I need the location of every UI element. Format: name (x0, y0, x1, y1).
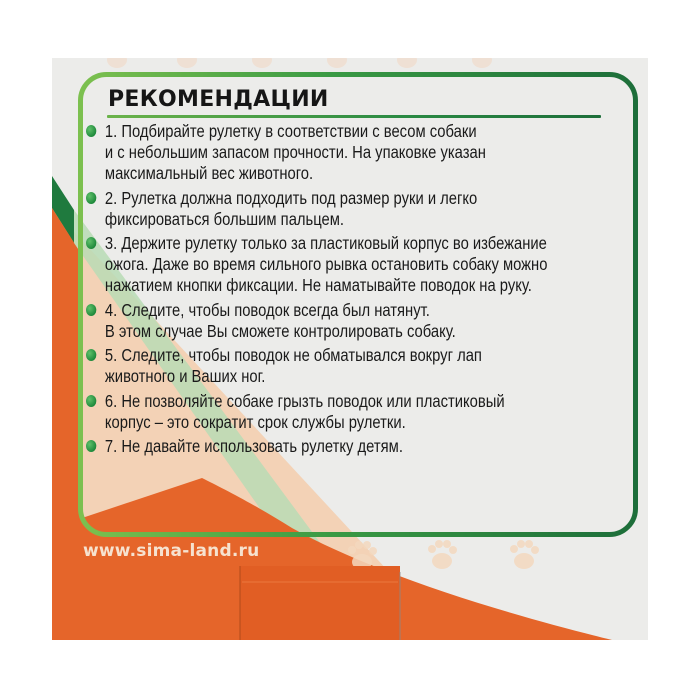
paw-print-icon (103, 58, 497, 68)
green-dot-icon (86, 304, 96, 316)
list-item: 5. Следите, чтобы поводок не обматывался вокруг лап животного и Ваших ног. (86, 345, 645, 387)
list-item: 2. Рулетка должна подходить под размер руки и легко фиксироваться большим пальцем. (86, 188, 645, 230)
green-dot-icon (86, 237, 96, 249)
title-divider (107, 115, 601, 118)
green-dot-icon (86, 395, 96, 407)
green-dot-icon (86, 192, 96, 204)
list-item: 3. Держите рулетку только за пластиковый корпус во избежание ожога. Даже во время сильного рывка остановить собаку можно нажатием кнопки фиксации. Не наматывайте поводок на руку. (86, 233, 645, 296)
card-title: РЕКОМЕНДАЦИИ (108, 87, 329, 112)
green-dot-icon (86, 125, 96, 137)
green-dot-icon (86, 440, 96, 452)
list-item: 1. Подбирайте рулетку в соответствии с весом собаки и с небольшим запасом прочности. На упаковке указан максимальный вес животного. (86, 121, 645, 184)
list-item: 4. Следите, чтобы поводок всегда был натянут. В этом случае Вы сможете контролировать собаку. (86, 300, 645, 342)
green-dot-icon (86, 349, 96, 361)
list-item: 6. Не позволяйте собаке грызть поводок или пластиковый корпус – это сократит срок службы рулетки. (86, 391, 645, 433)
recommendations-list (86, 121, 626, 461)
website-url: www.sima-land.ru (83, 541, 260, 561)
list-item: 7. Не давайте использовать рулетку детям. (86, 436, 645, 457)
